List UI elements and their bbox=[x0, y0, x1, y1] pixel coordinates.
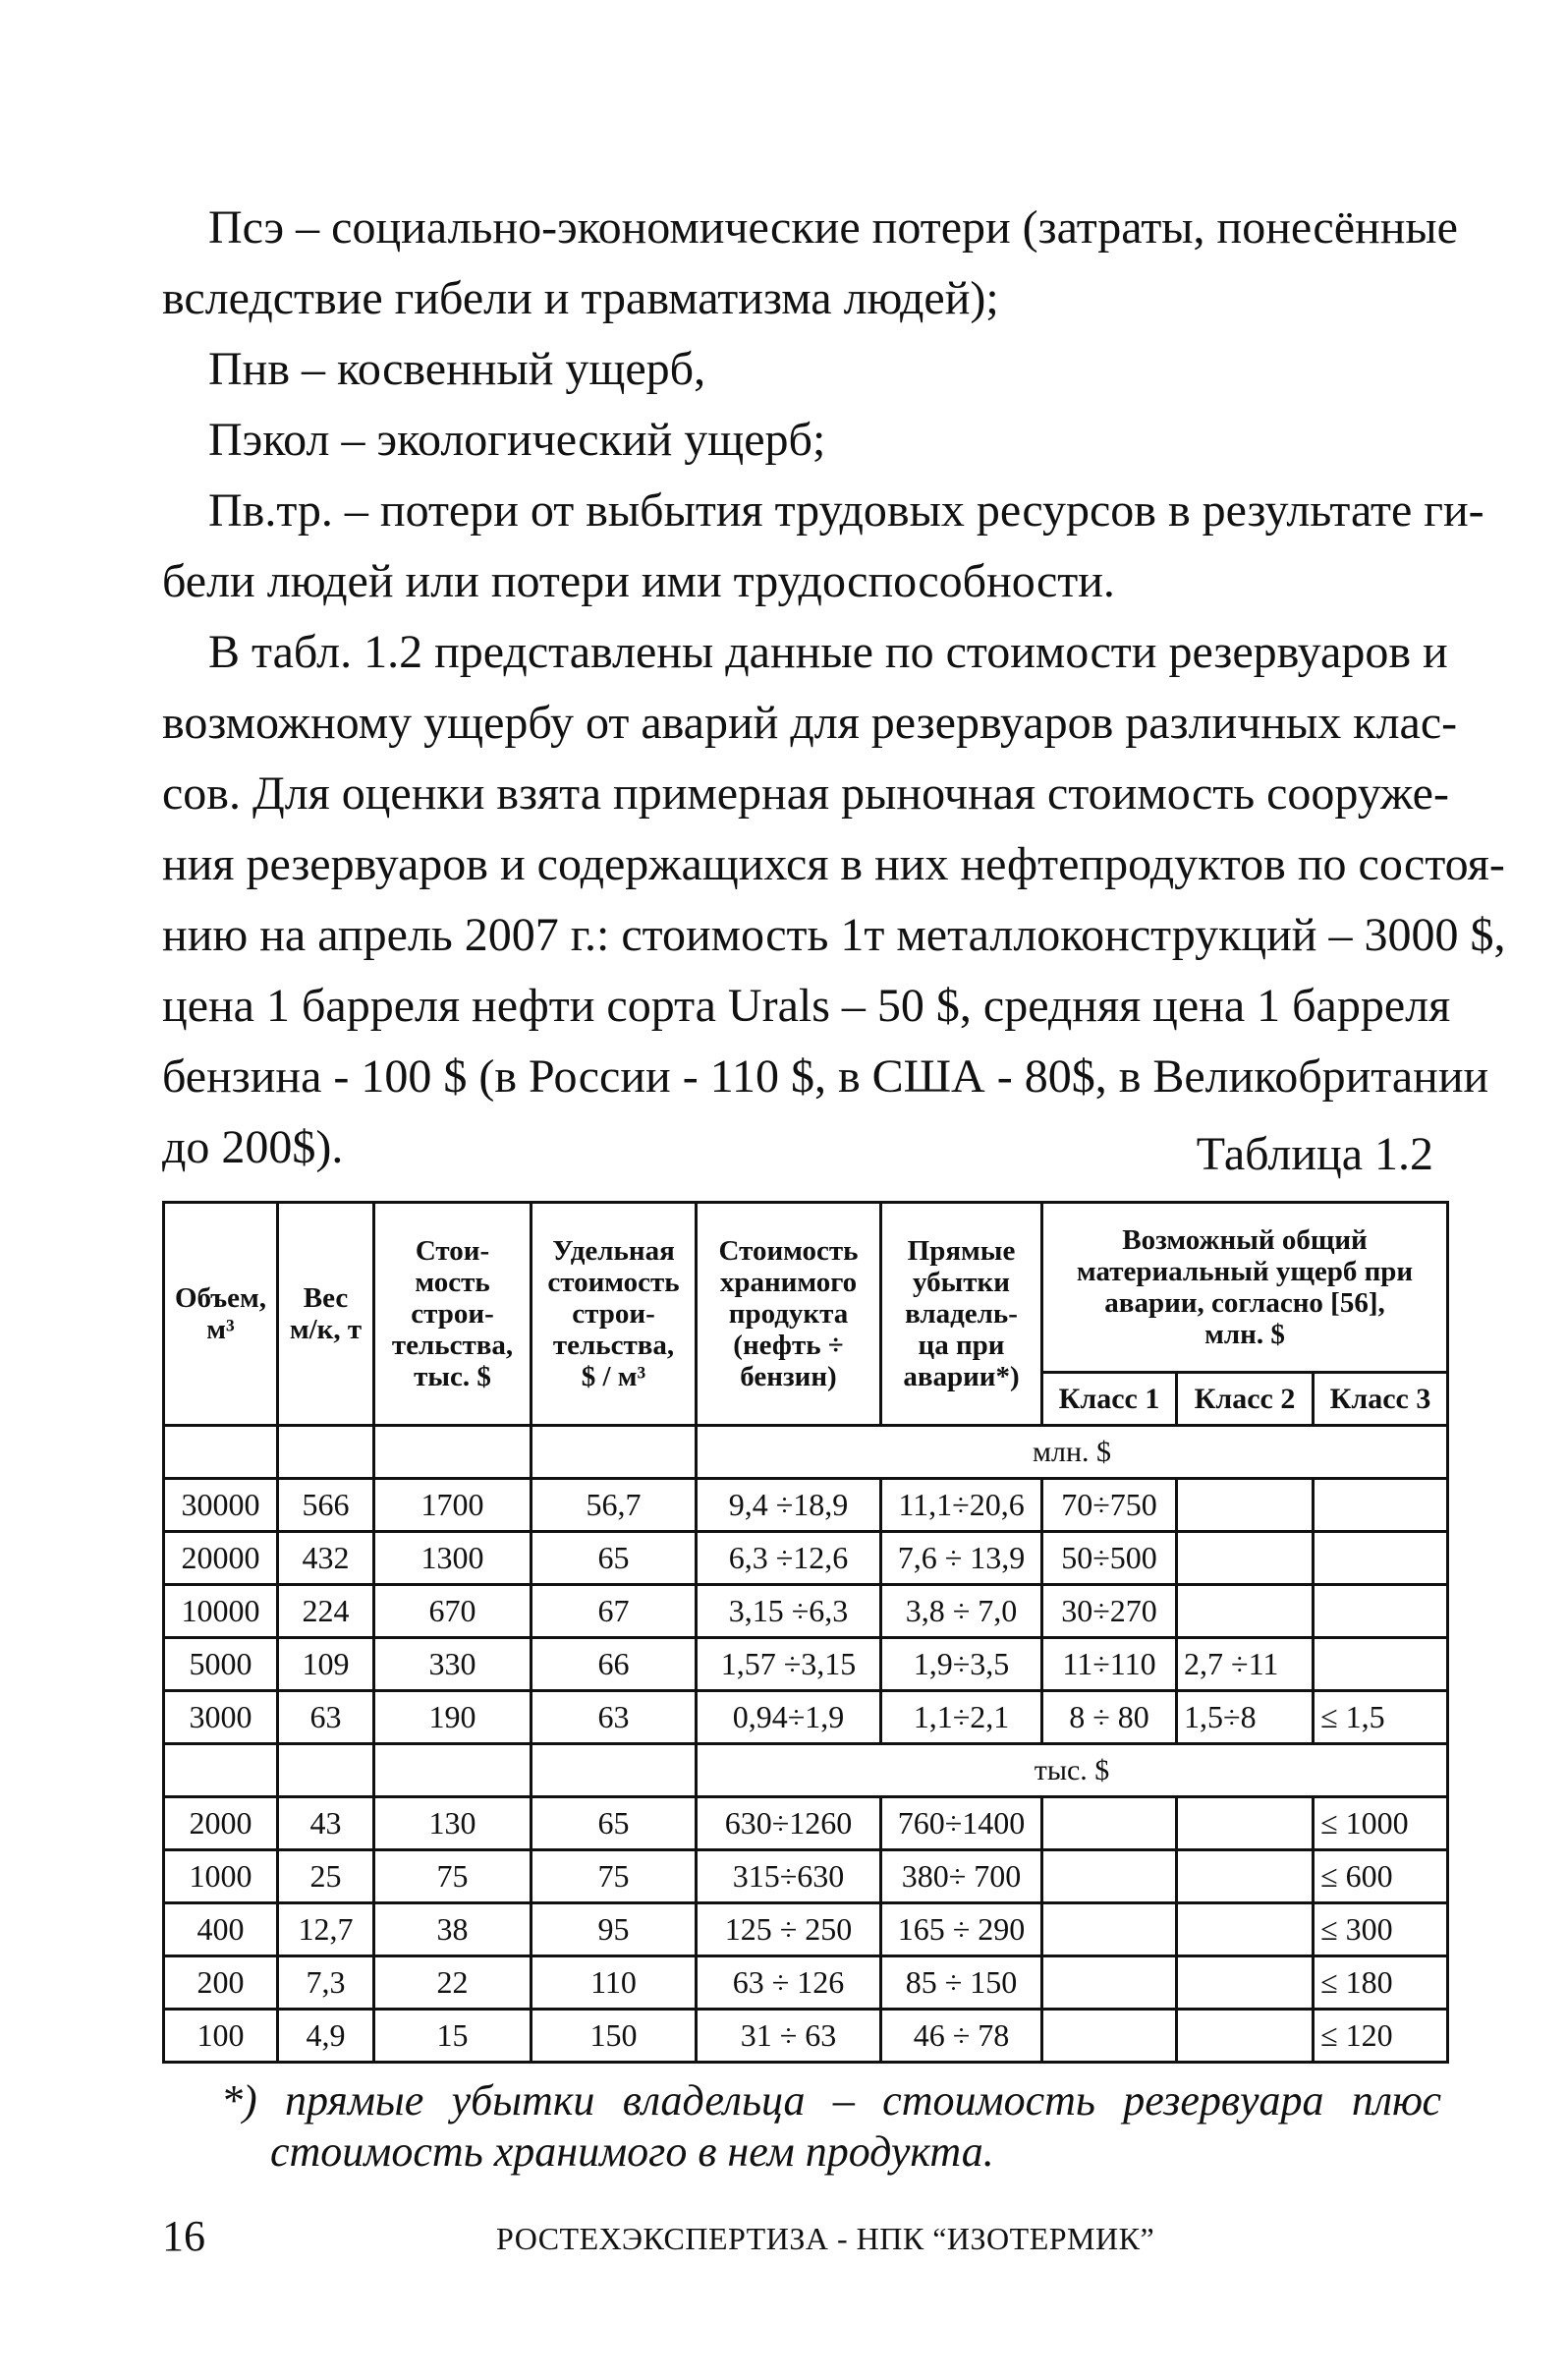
table-cell: 0,94÷1,9 bbox=[697, 1691, 881, 1744]
table-cell: 50÷500 bbox=[1042, 1532, 1177, 1585]
table-cell bbox=[1177, 1585, 1314, 1638]
table-row bbox=[164, 1638, 1448, 1691]
table-cell: 9,4 ÷18,9 bbox=[697, 1479, 881, 1532]
table-cell: 11,1÷20,6 bbox=[881, 1479, 1042, 1532]
table-cell: 95 bbox=[532, 1903, 697, 1956]
header-volume: Объем, м³ bbox=[164, 1203, 278, 1426]
text-line: Пэкол – экологический ущерб; bbox=[208, 414, 826, 466]
running-footer: РОСТЕХЭКСПЕРТИЗА - НПК “ИЗОТЕРМИК” bbox=[496, 2221, 1155, 2256]
header-construction-cost: Стои- мость строи- тельства, тыс. $ bbox=[374, 1203, 532, 1426]
text-line: Псэ – социально-экономические потери (затраты, понесённые bbox=[208, 201, 1458, 254]
table-cell: 1700 bbox=[374, 1479, 532, 1532]
table-cell: ≤ 180 bbox=[1314, 1956, 1448, 2010]
paragraph-social-losses bbox=[162, 193, 1458, 334]
table-cell: 3,15 ÷6,3 bbox=[697, 1585, 881, 1638]
table-cell bbox=[1177, 1850, 1314, 1903]
header-total-damage: Возможный общий материальный ущерб при аварии, согласно [56], млн. $ bbox=[1042, 1203, 1448, 1373]
table-body-thous bbox=[164, 1797, 1448, 2063]
footnote-line: *) прямые убытки владельца – стоимость резервуара плюс bbox=[221, 2076, 1441, 2125]
table-cell: ≤ 120 bbox=[1314, 2010, 1448, 2063]
page-number: 16 bbox=[162, 2212, 205, 2260]
text-line: бели людей или потери ими трудоспособности. bbox=[162, 555, 1115, 607]
table-cell: 20000 bbox=[164, 1532, 278, 1585]
table-row bbox=[164, 1903, 1448, 1956]
table-cell: 85 ÷ 150 bbox=[881, 1956, 1042, 2010]
table-cell bbox=[1042, 1797, 1177, 1850]
table-cell: 30000 bbox=[164, 1479, 278, 1532]
table-cell: 200 bbox=[164, 1956, 278, 2010]
table-cell: 66 bbox=[532, 1638, 697, 1691]
table-cell: 760÷1400 bbox=[881, 1797, 1042, 1850]
table-cell: 67 bbox=[532, 1585, 697, 1638]
text-line: бензина - 100 $ (в России - 110 $, в США - 80$, в Великобритании bbox=[162, 1050, 1489, 1103]
header-class-3: Класс 3 bbox=[1314, 1373, 1448, 1426]
table-row bbox=[164, 1956, 1448, 2010]
table-row bbox=[164, 1850, 1448, 1903]
table-cell: 7,3 bbox=[278, 1956, 374, 2010]
text-line: цена 1 барреля нефти сорта Urals – 50 $, средняя цена 1 барреля bbox=[162, 980, 1451, 1032]
table-cell: 56,7 bbox=[532, 1479, 697, 1532]
table-cell: 25 bbox=[278, 1850, 374, 1903]
table-cell: 2,7 ÷11 bbox=[1177, 1638, 1314, 1691]
table-footnote bbox=[162, 2075, 1441, 2178]
text-line: В табл. 1.2 представлены данные по стоимости резервуаров и bbox=[208, 626, 1448, 678]
table-cell bbox=[1042, 1956, 1177, 2010]
table-cell: 2000 bbox=[164, 1797, 278, 1850]
table-cell bbox=[1177, 1903, 1314, 1956]
table-cell: 125 ÷ 250 bbox=[697, 1903, 881, 1956]
table-cell: 1,57 ÷3,15 bbox=[697, 1638, 881, 1691]
table-cell: 43 bbox=[278, 1797, 374, 1850]
text-line: сов. Для оценки взята примерная рыночная стоимость сооруже- bbox=[162, 767, 1449, 820]
header-product-cost: Стоимость хранимого продукта (нефть ÷ бензин) bbox=[697, 1203, 881, 1426]
unit-label-thous: тыс. $ bbox=[697, 1744, 1448, 1797]
table-cell: 1,9÷3,5 bbox=[881, 1638, 1042, 1691]
table-cell bbox=[1042, 1903, 1177, 1956]
table-cell: 75 bbox=[532, 1850, 697, 1903]
table-cell: 75 bbox=[374, 1850, 532, 1903]
table-cell: 65 bbox=[532, 1532, 697, 1585]
table-cell bbox=[1042, 1850, 1177, 1903]
footnote-line: стоимость хранимого в нем продукта. bbox=[270, 2127, 994, 2176]
table-cell: 330 bbox=[374, 1638, 532, 1691]
table-cell: 63 bbox=[278, 1691, 374, 1744]
table-cell: 12,7 bbox=[278, 1903, 374, 1956]
table-cell bbox=[1314, 1532, 1448, 1585]
table-cell: 380÷ 700 bbox=[881, 1850, 1042, 1903]
table-cell bbox=[1177, 1956, 1314, 2010]
table-cell: ≤ 300 bbox=[1314, 1903, 1448, 1956]
table-cell: 1300 bbox=[374, 1532, 532, 1585]
table-cell: 432 bbox=[278, 1532, 374, 1585]
table-row bbox=[164, 1797, 1448, 1850]
paragraph-table-intro bbox=[162, 617, 1506, 1183]
header-unit-cost: Удельная стоимость строи- тельства, $ / м³ bbox=[532, 1203, 697, 1426]
table-cell: 5000 bbox=[164, 1638, 278, 1691]
table-cell bbox=[1314, 1638, 1448, 1691]
table-cell: 6,3 ÷12,6 bbox=[697, 1532, 881, 1585]
table-cell bbox=[1314, 1585, 1448, 1638]
table-row bbox=[164, 2010, 1448, 2063]
table-cell: 100 bbox=[164, 2010, 278, 2063]
table-cell: 65 bbox=[532, 1797, 697, 1850]
table-cell: 22 bbox=[374, 1956, 532, 2010]
table-cell bbox=[1177, 1532, 1314, 1585]
header-class-1: Класс 1 bbox=[1042, 1373, 1177, 1426]
table-cell: 30÷270 bbox=[1042, 1585, 1177, 1638]
header-class-2: Класс 2 bbox=[1177, 1373, 1314, 1426]
table-cell: 46 ÷ 78 bbox=[881, 2010, 1042, 2063]
table-row bbox=[164, 1532, 1448, 1585]
table-cell: 3,8 ÷ 7,0 bbox=[881, 1585, 1042, 1638]
table-cell: 38 bbox=[374, 1903, 532, 1956]
text-line: Пв.тр. – потери от выбытия трудовых ресурсов в результате ги- bbox=[208, 484, 1484, 537]
unit-label-mln: млн. $ bbox=[697, 1426, 1448, 1479]
table-cell bbox=[1177, 1797, 1314, 1850]
table-cell: 630÷1260 bbox=[697, 1797, 881, 1850]
table-cell: 190 bbox=[374, 1691, 532, 1744]
header-direct-losses: Прямые убытки владель- ца при аварии*) bbox=[881, 1203, 1042, 1426]
table-cell: ≤ 600 bbox=[1314, 1850, 1448, 1903]
tank-cost-damage-table bbox=[162, 1201, 1449, 2064]
table-cell bbox=[1042, 2010, 1177, 2063]
table-cell: 110 bbox=[532, 1956, 697, 2010]
table-cell: 109 bbox=[278, 1638, 374, 1691]
text-line: возможному ущербу от аварий для резервуаров различных клас- bbox=[162, 697, 1458, 749]
table-cell: 400 bbox=[164, 1903, 278, 1956]
paragraph-ecological-damage bbox=[162, 405, 1441, 476]
table-cell: 31 ÷ 63 bbox=[697, 2010, 881, 2063]
table-cell: 3000 bbox=[164, 1691, 278, 1744]
table-cell bbox=[1314, 1479, 1448, 1532]
table-cell: 7,6 ÷ 13,9 bbox=[881, 1532, 1042, 1585]
table-cell: 1,1÷2,1 bbox=[881, 1691, 1042, 1744]
paragraph-indirect-damage bbox=[162, 334, 1441, 405]
table-cell: 165 ÷ 290 bbox=[881, 1903, 1042, 1956]
table-cell: 63 bbox=[532, 1691, 697, 1744]
table-cell: 11÷110 bbox=[1042, 1638, 1177, 1691]
unit-row-thous bbox=[164, 1744, 1448, 1797]
paragraph-labor-losses bbox=[162, 476, 1484, 617]
text-line: нию на апрель 2007 г.: стоимость 1т металлоконструкций – 3000 $, bbox=[162, 909, 1506, 961]
text-line: ния резервуаров и содержащихся в них нефтепродуктов по состоя- bbox=[162, 838, 1505, 890]
table-row bbox=[164, 1691, 1448, 1744]
text-line: Пнв – косвенный ущерб, bbox=[208, 343, 706, 395]
table-body-mln bbox=[164, 1479, 1448, 1744]
table-cell: 10000 bbox=[164, 1585, 278, 1638]
table-cell: 70÷750 bbox=[1042, 1479, 1177, 1532]
table-cell: 4,9 bbox=[278, 2010, 374, 2063]
header-weight: Вес м/к, т bbox=[278, 1203, 374, 1426]
table-cell: 315÷630 bbox=[697, 1850, 881, 1903]
table-cell: 1000 bbox=[164, 1850, 278, 1903]
table-row bbox=[164, 1585, 1448, 1638]
text-line: до 200$). bbox=[162, 1121, 344, 1173]
table-header-row bbox=[164, 1203, 1448, 1373]
table-cell: ≤ 1000 bbox=[1314, 1797, 1448, 1850]
table-cell: 1,5÷8 bbox=[1177, 1691, 1314, 1744]
table-cell: 8 ÷ 80 bbox=[1042, 1691, 1177, 1744]
table-cell: 566 bbox=[278, 1479, 374, 1532]
table-cell: 63 ÷ 126 bbox=[697, 1956, 881, 2010]
table-cell: 224 bbox=[278, 1585, 374, 1638]
table-cell bbox=[1177, 1479, 1314, 1532]
unit-row-mln bbox=[164, 1426, 1448, 1479]
table-cell: ≤ 1,5 bbox=[1314, 1691, 1448, 1744]
table-cell: 150 bbox=[532, 2010, 697, 2063]
table-cell: 15 bbox=[374, 2010, 532, 2063]
table-cell: 670 bbox=[374, 1585, 532, 1638]
table-row bbox=[164, 1479, 1448, 1532]
text-line: вследствие гибели и травматизма людей); bbox=[162, 272, 999, 324]
table-caption: Таблица 1.2 bbox=[1196, 1128, 1433, 1180]
table-cell: 130 bbox=[374, 1797, 532, 1850]
table-cell bbox=[1177, 2010, 1314, 2063]
